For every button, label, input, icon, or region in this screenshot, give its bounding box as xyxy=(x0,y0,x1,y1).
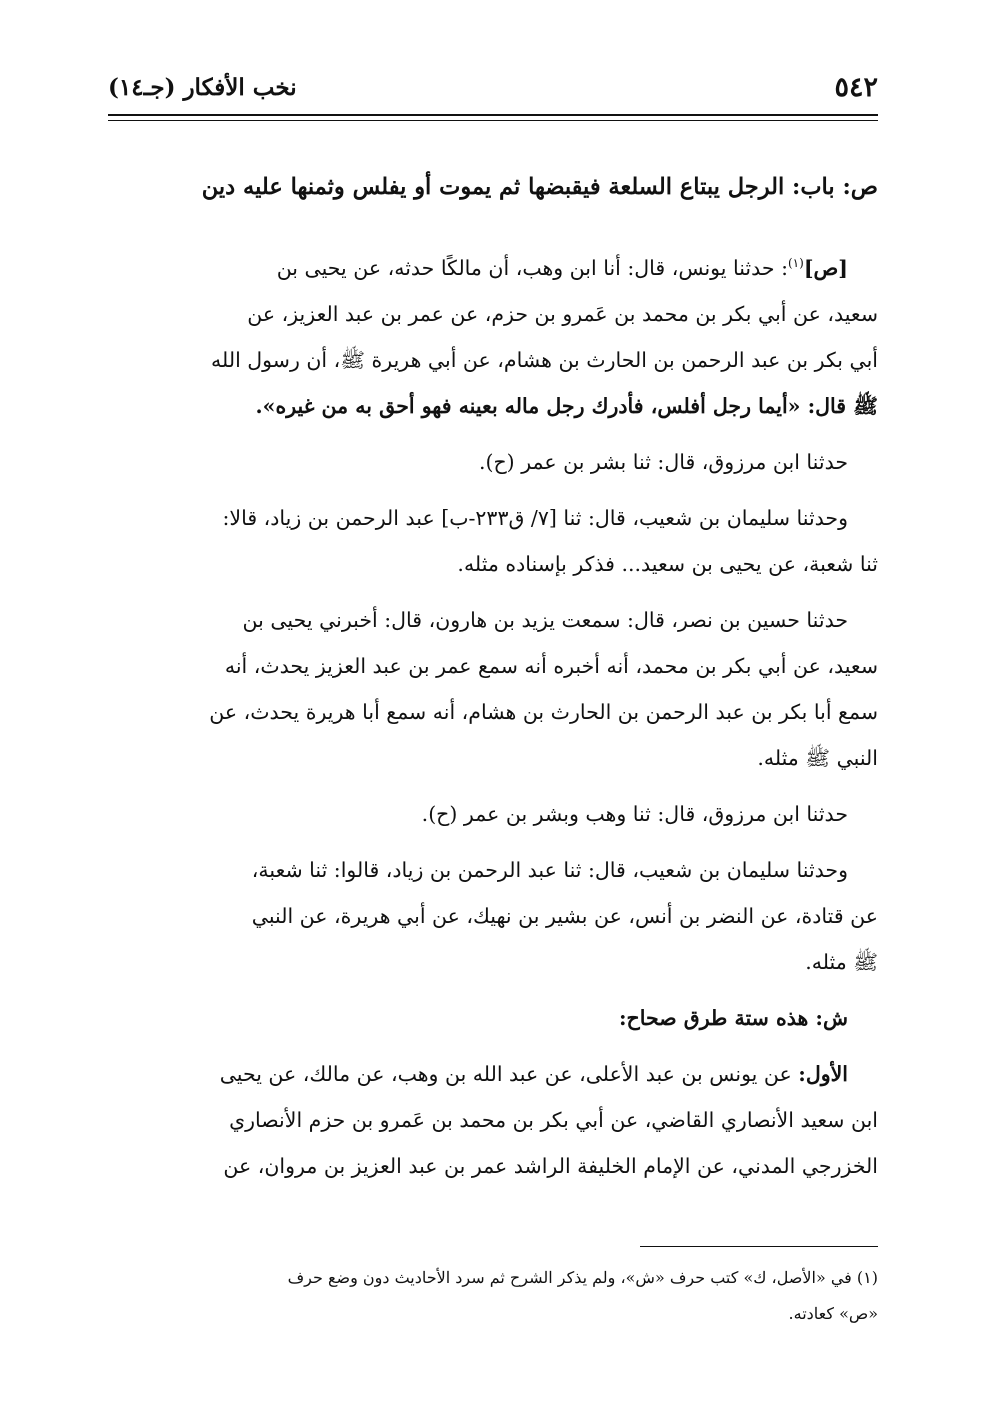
text-line: ﷺ مثله. xyxy=(805,950,878,974)
footnote xyxy=(108,1260,878,1332)
chapter-heading: ص: باب: الرجل يبتاع السلعة فيقبضها ثم يموت أو يفلس وثمنها عليه دين xyxy=(201,174,878,200)
text-line: أبي بكر بن عبد الرحمن بن الحارث بن هشام، عن أبي هريرة ﷺ، أن رسول الله xyxy=(211,348,878,372)
isnad-paragraph xyxy=(108,847,878,985)
text-line xyxy=(108,1051,878,1097)
text-line: حدثنا ابن مرزوق، قال: ثنا وهب وبشر بن عمر (ح). xyxy=(421,802,848,826)
book-title: نخب الأفكار (جـ١٤) xyxy=(108,74,297,101)
text-line: وحدثنا سليمان بن شعيب، قال: ثنا [٧/ ق٢٣٣-ب] عبد الرحمن بن زياد، قالا: xyxy=(222,506,848,530)
footnote-line: (١) في «الأصل، ك» كتب حرف «ش»، ولم يذكر الشرح ثم سرد الأحاديث دون وضع حرف xyxy=(287,1268,878,1287)
text-line: حدثنا حسين بن نصر، قال: سمعت يزيد بن هارون، قال: أخبرني يحيى بن xyxy=(242,608,848,632)
text-line: الخزرجي المدني، عن الإمام الخليفة الراشد عمر بن عبد العزيز بن مروان، عن xyxy=(223,1154,878,1178)
hadith-paragraph xyxy=(108,240,878,429)
main-text xyxy=(108,240,878,1189)
text-line: ثنا شعبة، عن يحيى بن سعيد... فذكر بإسناده مثله. xyxy=(457,552,878,576)
footnote-line: «ص» كعادته. xyxy=(788,1304,878,1323)
text-line: سمع أبا بكر بن عبد الرحمن بن الحارث بن هشام، أنه سمع أبا هريرة يحدث، عن xyxy=(209,700,878,724)
text-line: سعيد، عن أبي بكر بن محمد بن عَمرو بن حزم، عن عمر بن عبد العزيز، عن xyxy=(247,302,878,326)
footnote-ref: (١) xyxy=(787,256,804,270)
text-line: ﷺ قال: «أيما رجل أفلس، فأدرك رجل ماله بعينه فهو أحق به من غيره». xyxy=(255,394,878,418)
isnad-paragraph xyxy=(108,597,878,781)
text-line xyxy=(108,240,878,291)
text-line: النبي ﷺ مثله. xyxy=(757,746,878,770)
sad-marker: [ص] xyxy=(803,256,848,280)
commentary-heading xyxy=(108,995,878,1041)
isnad-paragraph xyxy=(108,791,878,837)
line-text: عن يونس بن عبد الأعلى، عن عبد الله بن وهب، عن مالك، عن يحيى xyxy=(219,1062,799,1086)
text-line: عن قتادة، عن النضر بن أنس، عن بشير بن نهيك، عن أبي هريرة، عن النبي xyxy=(251,904,878,928)
header-rule-thick xyxy=(108,114,878,116)
footnote-rule xyxy=(640,1246,878,1247)
running-header xyxy=(108,70,878,110)
text-line: وحدثنا سليمان بن شعيب، قال: ثنا عبد الرحمن بن زياد، قالوا: ثنا شعبة، xyxy=(251,858,848,882)
isnad-paragraph xyxy=(108,439,878,485)
header-rule-thin xyxy=(108,120,878,121)
text-line: سعيد، عن أبي بكر بن محمد، أنه أخبره أنه سمع عمر بن عبد العزيز يحدث، أنه xyxy=(224,654,878,678)
page-number: ٥٤٢ xyxy=(834,72,878,103)
line-text: : حدثنا يونس، قال: أنا ابن وهب، أن مالكًا حدثه، عن يحيى بن xyxy=(276,256,788,280)
first-chain-label: الأول: xyxy=(798,1062,848,1086)
text-line: ش: هذه ستة طرق صحاح: xyxy=(618,1006,848,1030)
text-line: ابن سعيد الأنصاري القاضي، عن أبي بكر بن محمد بن عَمرو بن حزم الأنصاري xyxy=(229,1108,878,1132)
commentary-paragraph xyxy=(108,1051,878,1189)
text-line: حدثنا ابن مرزوق، قال: ثنا بشر بن عمر (ح). xyxy=(478,450,848,474)
isnad-paragraph xyxy=(108,495,878,587)
